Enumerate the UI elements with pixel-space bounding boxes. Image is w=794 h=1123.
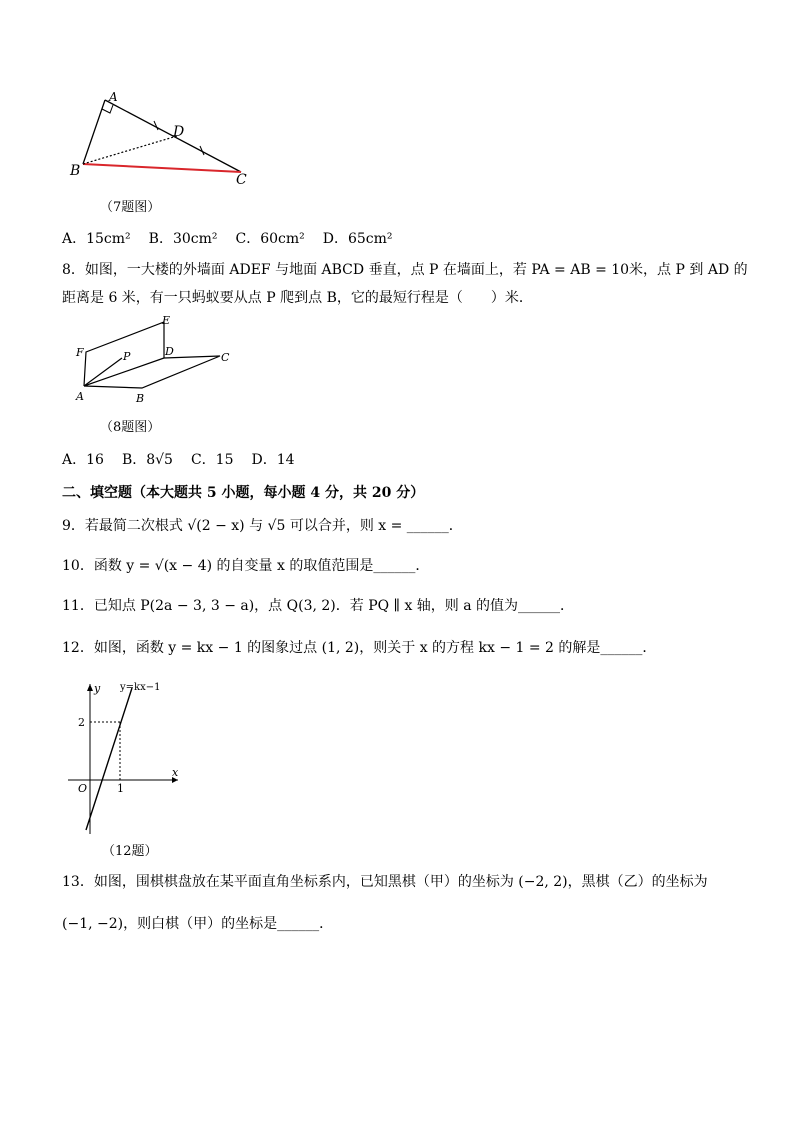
q8-text-line-1: 8．如图，一大楼的外墙面 ADEF 与地面 ABCD 垂直，点 P 在墙面上，若 PA = AB = 10米，点 P 到 AD 的 <box>62 262 748 278</box>
label-p: P <box>123 350 131 363</box>
label-f: F <box>76 346 84 359</box>
q8-option-b: B．8√5 <box>121 452 173 468</box>
section-heading: 二、填空题（本大题共 5 小题，每小题 4 分，共 20 分） <box>62 485 425 501</box>
figure-8 <box>70 312 240 404</box>
label-b: B <box>136 392 145 404</box>
label-c: C <box>236 172 247 188</box>
q12-text: 12．如图，函数 y = kx − 1 的图象过点 (1, 2)，则关于 x 的方程 kx − 1 = 2 的解是______． <box>62 640 657 656</box>
right-angle-mark <box>102 105 113 113</box>
q7-option-a: A．15cm² <box>62 231 131 247</box>
figure-7-caption: （7题图） <box>100 200 161 215</box>
axis-label-x: x <box>172 766 179 779</box>
q7-option-d: D．65cm² <box>322 231 393 247</box>
tick-label-x-1: 1 <box>117 782 124 795</box>
q7-option-c: C．60cm² <box>235 231 305 247</box>
q7-options <box>62 230 393 248</box>
q13-text-line-2: (−1, −2)，则白棋（甲）的坐标是______． <box>62 916 334 932</box>
label-a: A <box>109 90 118 104</box>
tick-mark-1 <box>154 121 158 130</box>
label-d: D <box>165 345 174 358</box>
origin-label: O <box>78 782 88 795</box>
q13-text-line-1: 13．如图，围棋棋盘放在某平面直角坐标系内，已知黑棋（甲）的坐标为 (−2, 2)，黑棋（乙）的坐标为 <box>62 874 708 890</box>
q8-option-d: D．14 <box>251 452 295 468</box>
segment-ab <box>83 100 105 164</box>
figure-7 <box>65 88 265 188</box>
figure-12 <box>62 676 192 836</box>
ground-outline <box>84 356 220 388</box>
segment-bc <box>83 164 241 172</box>
label-b: B <box>70 163 81 179</box>
tick-label-y-2: 2 <box>78 716 85 729</box>
y-axis-arrow <box>87 684 93 691</box>
label-e: E <box>162 314 171 327</box>
q10-text: 10．函数 y = √(x − 4) 的自变量 x 的取值范围是______． <box>62 558 430 574</box>
q11-text: 11．已知点 P(2a − 3, 3 − a)，点 Q(3, 2)．若 PQ ∥ x 轴，则 a 的值为______． <box>62 598 575 614</box>
segment-ap <box>84 358 122 386</box>
axis-label-y: y <box>94 682 101 695</box>
figure-8-caption: （8题图） <box>100 420 161 435</box>
label-a: A <box>76 390 84 403</box>
q8-text-line-2: 距离是 6 米，有一只蚂蚁要从点 P 爬到点 B，它的最短行程是（ ）米． <box>62 290 533 306</box>
label-d: D <box>173 124 185 140</box>
label-c: C <box>221 351 230 364</box>
segment-bd <box>83 136 177 164</box>
line-y-kx-1 <box>86 688 132 830</box>
q7-option-b: B．30cm² <box>148 231 218 247</box>
q8-option-c: C．15 <box>190 452 234 468</box>
q8-option-a: A．16 <box>62 452 104 468</box>
figure-12-caption: （12题） <box>102 844 158 859</box>
q9-text: 9．若最简二次根式 √(2 − x) 与 √5 可以合并，则 x = ______． <box>62 518 463 534</box>
q8-options <box>62 451 295 469</box>
line-equation-label: y=kx−1 <box>120 682 161 693</box>
